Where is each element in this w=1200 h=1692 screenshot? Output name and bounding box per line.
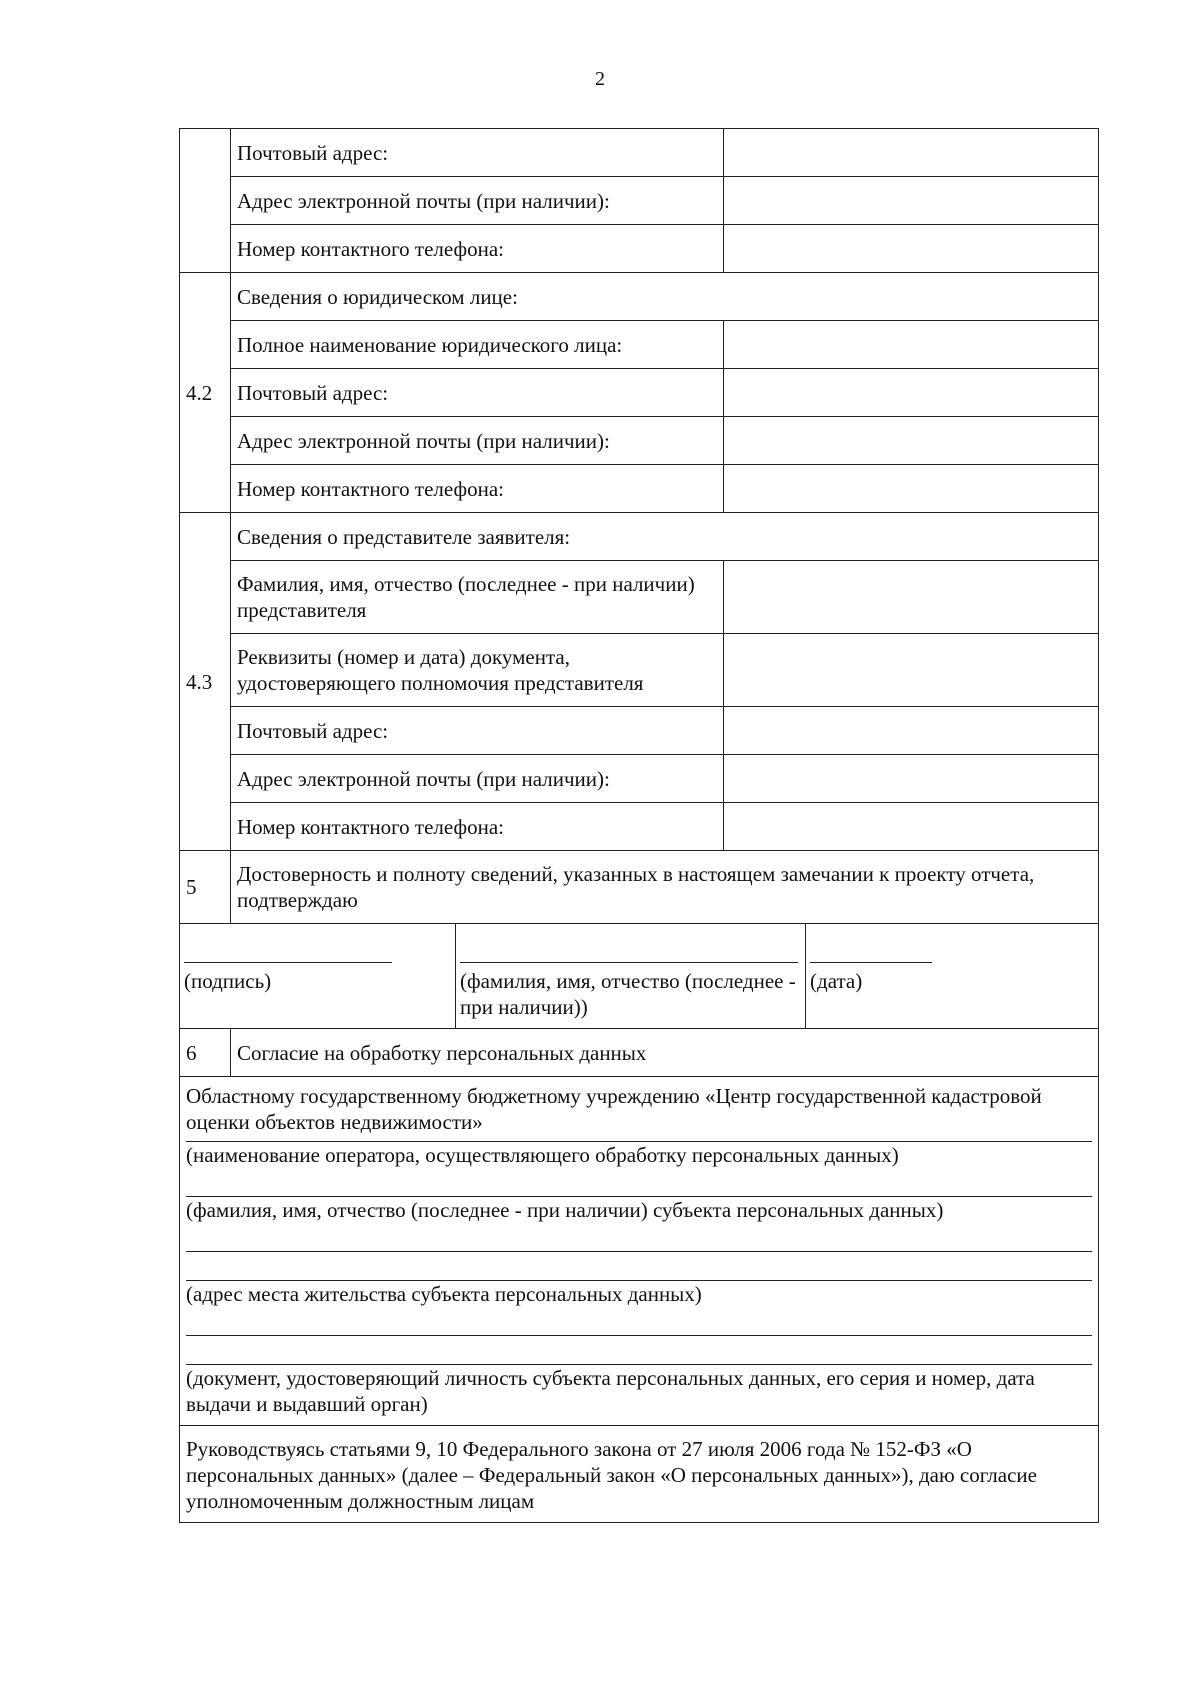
section-number-4-3: 4.3 xyxy=(180,513,231,851)
confirmation-text: Достоверность и полноту сведений, указанных в настоящем замечании к проекту отчета, подтверждаю xyxy=(231,851,1099,924)
subject-caption: (фамилия, имя, отчество (последнее - при наличии) субъекта персональных данных) xyxy=(186,1198,944,1222)
field-value-cell[interactable] xyxy=(724,803,1099,851)
section-number-5: 5 xyxy=(180,851,231,924)
table-row xyxy=(180,129,1099,177)
signature-line xyxy=(184,962,392,963)
address-caption: (адрес места жительства субъекта персональных данных) xyxy=(186,1282,702,1306)
operator-caption: (наименование оператора, осуществляющего обработку персональных данных) xyxy=(186,1143,899,1167)
table-row xyxy=(180,177,1099,225)
field-label: Адрес электронной почты (при наличии): xyxy=(231,417,724,465)
field-value-cell[interactable] xyxy=(724,707,1099,755)
full-name-line xyxy=(460,962,798,963)
field-label: Фамилия, имя, отчество (последнее - при наличии) представителя xyxy=(231,561,724,634)
operator-name: Областному государственному бюджетному учреждению «Центр государственной кадастровой оценки объектов недвижимости» xyxy=(186,1084,1042,1134)
section-number-6: 6 xyxy=(180,1029,231,1077)
field-label: Адрес электронной почты (при наличии): xyxy=(231,755,724,803)
signature-row xyxy=(180,924,1099,1029)
field-value-cell[interactable] xyxy=(724,417,1099,465)
field-label: Реквизиты (номер и дата) документа, удостоверяющего полномочия представителя xyxy=(231,634,724,707)
document-field-line-1[interactable] xyxy=(186,1307,1092,1336)
date-line xyxy=(810,962,932,963)
field-value-cell[interactable] xyxy=(724,225,1099,273)
address-field-line-2[interactable] xyxy=(186,1252,1092,1281)
field-label: Номер контактного телефона: xyxy=(231,225,724,273)
subject-name-field[interactable] xyxy=(186,1168,1092,1197)
consent-heading: Согласие на обработку персональных данных xyxy=(231,1029,1099,1077)
section-number-cell xyxy=(180,129,231,273)
field-value-cell[interactable] xyxy=(724,634,1099,707)
table-row xyxy=(180,1426,1099,1523)
field-value-cell[interactable] xyxy=(724,321,1099,369)
table-row xyxy=(180,321,1099,369)
document-caption: (документ, удостоверяющий личность субъекта персональных данных, его серия и номер, дата выдачи и выдавший орган) xyxy=(186,1366,1035,1416)
signature-caption: (подпись) xyxy=(184,969,272,993)
field-label: Почтовый адрес: xyxy=(231,369,724,417)
table-row xyxy=(180,707,1099,755)
full-name-caption: (фамилия, имя, отчество (последнее - при наличии)) xyxy=(460,969,796,1019)
field-label: Почтовый адрес: xyxy=(231,129,724,177)
table-row xyxy=(180,1029,1099,1077)
law-text: Руководствуясь статьями 9, 10 Федерального закона от 27 июля 2006 года № 152-ФЗ «О персональных данных» (далее – Федеральный закон «О персональных данных»), даю согласие уполномоченным должностным лицам xyxy=(180,1426,1099,1523)
field-value-cell[interactable] xyxy=(724,177,1099,225)
table-row xyxy=(180,634,1099,707)
table-row xyxy=(180,1077,1099,1426)
full-name-cell[interactable] xyxy=(456,924,806,1029)
application-form-table xyxy=(179,128,1099,1523)
date-caption: (дата) xyxy=(810,969,863,993)
table-row xyxy=(180,803,1099,851)
document-field-line-2[interactable] xyxy=(186,1336,1092,1365)
table-row xyxy=(180,273,1099,321)
field-value-cell[interactable] xyxy=(724,369,1099,417)
table-row xyxy=(180,465,1099,513)
table-row xyxy=(180,417,1099,465)
operator-name-field[interactable] xyxy=(186,1083,1092,1142)
table-row xyxy=(180,755,1099,803)
page-number: 2 xyxy=(595,68,605,90)
section-heading: Сведения о представителе заявителя: xyxy=(231,513,1099,561)
field-label: Полное наименование юридического лица: xyxy=(231,321,724,369)
field-value-cell[interactable] xyxy=(724,561,1099,634)
table-row xyxy=(180,225,1099,273)
section-heading: Сведения о юридическом лице: xyxy=(231,273,1099,321)
field-label: Номер контактного телефона: xyxy=(231,803,724,851)
field-label: Почтовый адрес: xyxy=(231,707,724,755)
signature-cell[interactable] xyxy=(180,924,456,1029)
table-row xyxy=(180,561,1099,634)
table-row xyxy=(180,851,1099,924)
table-row xyxy=(180,513,1099,561)
field-value-cell[interactable] xyxy=(724,755,1099,803)
field-value-cell[interactable] xyxy=(724,129,1099,177)
address-field-line-1[interactable] xyxy=(186,1223,1092,1252)
field-value-cell[interactable] xyxy=(724,465,1099,513)
date-cell[interactable] xyxy=(806,924,1099,1029)
field-label: Номер контактного телефона: xyxy=(231,465,724,513)
field-label: Адрес электронной почты (при наличии): xyxy=(231,177,724,225)
consent-block xyxy=(180,1077,1099,1426)
table-row xyxy=(180,369,1099,417)
section-number-4-2: 4.2 xyxy=(180,273,231,513)
